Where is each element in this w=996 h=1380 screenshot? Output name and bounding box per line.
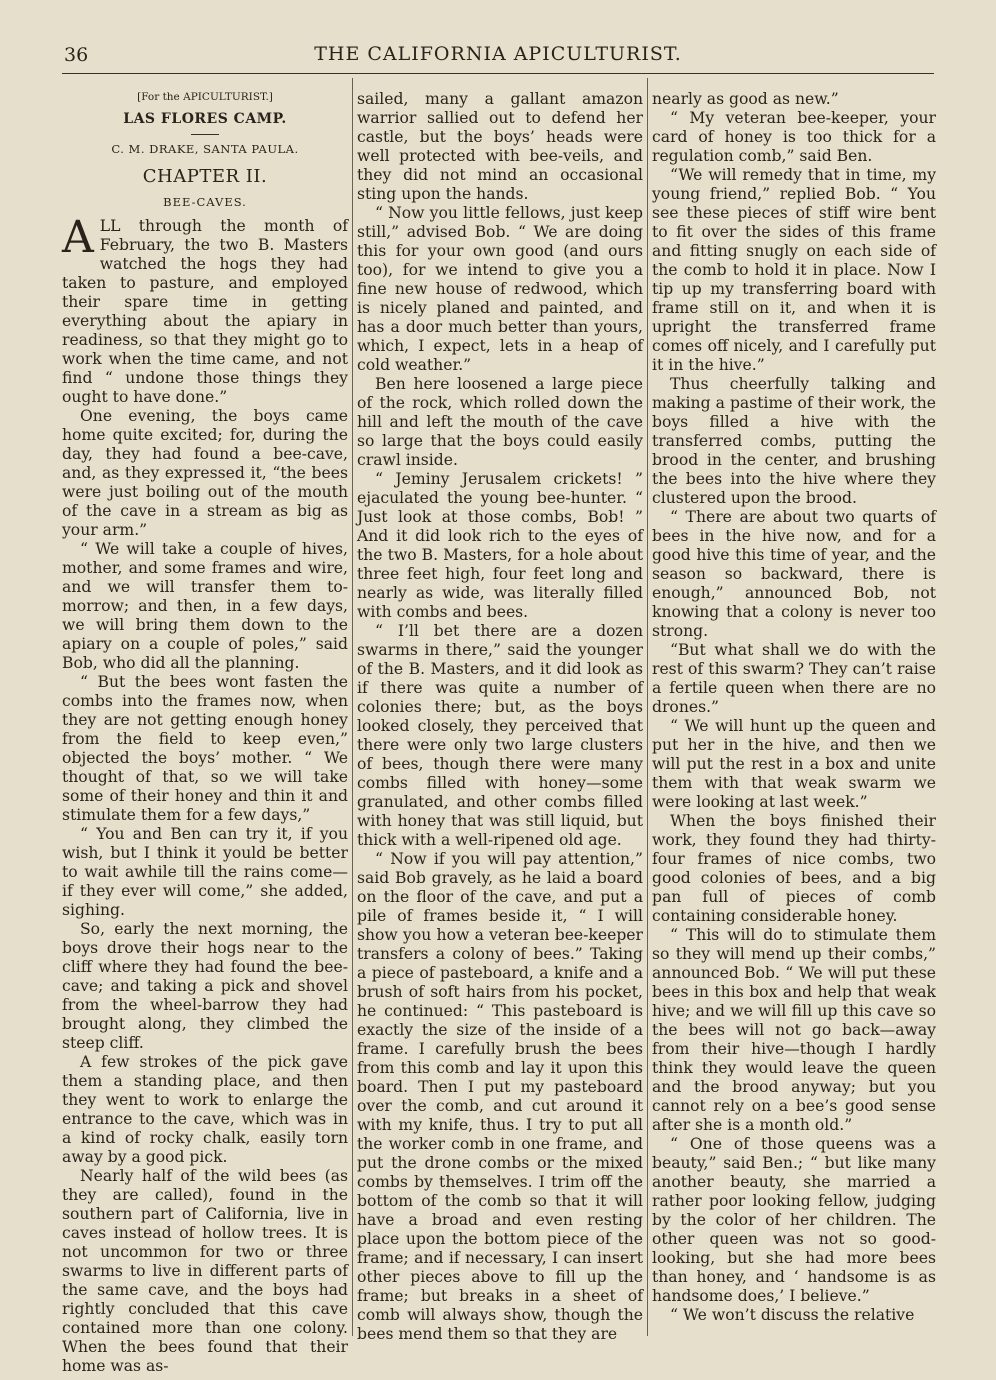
section-subheading: BEE-CAVES.: [163, 195, 247, 209]
continued-paragraph: sailed, many a gallant amazon warrior sallied out to defend her castle, but the boys’ heads were well protected with bee-veils, and they did not mind an occasional sting upon the hands.: [357, 90, 643, 203]
paragraph: One evening, the boys came home quite excited; for, during the day, they had found a bee-cave, and, as they expressed it, “the bees were just boiling out of the mouth of the cave in a stream as big as your arm.”: [62, 407, 348, 539]
column-3: [652, 90, 936, 1325]
article-title: LAS FLORES CAMP.: [123, 111, 287, 127]
drop-cap: A: [62, 212, 94, 263]
column-rule-left: [352, 78, 353, 1336]
paragraph: “ Now you little fellows, just keep still,” advised Bob. “ We are doing this for your own good (and ours too), for we intend to give you a fine new house of redwood, which is nicely planed and painted, and has a door much better than yours, which, I expect, lets in a heap of cold weather.”: [357, 204, 643, 374]
column-1: [62, 90, 348, 1376]
paragraph: “But what shall we do with the rest of this swarm? They can’t raise a fertile queen when there are no drones.”: [652, 641, 936, 716]
paragraph: “ There are about two quarts of bees in the hive now, and for a good hive this time of year, and the season so backward, there is enough,” announced Bob, not knowing that a colony is never too strong.: [652, 508, 936, 640]
attribution: [For the APICULTURIST.]: [137, 91, 273, 103]
paragraph: “ One of those queens was a beauty,” said Ben.; “ but like many another beauty, she married a rather poor looking fellow, judging by the color of her children. The other queen was not so good-looking, but she had more bees than honey, and ‘ handsome is as handsome does,’ I believe.”: [652, 1135, 936, 1305]
paragraph: “ Jeminy Jerusalem crickets! ” ejaculated the young bee-hunter. “ Just look at those combs, Bob! ” And it did look rich to the eyes of the two B. Masters, for a hole about three feet high, four feet long and nearly as wide, was literally filled with combs and bees.: [357, 470, 643, 621]
first-paragraph-text: LL through the month of February, the two B. Masters watched the hogs they had taken to pasture, and employed their spare time in getting everything about the apiary in readiness, so that they might go to work when the time came, and not find “ undone those things they ought to have done.”: [62, 217, 348, 406]
first-paragraph: [62, 212, 348, 407]
paragraph: “ My veteran bee-keeper, your card of honey is too thick for a regulation comb,” said Ben.: [652, 109, 936, 165]
title-rule: [191, 134, 219, 135]
paragraph: “ We will hunt up the queen and put her in the hive, and then we will put the rest in a box and unite them with that weak swarm we were looking at last week.”: [652, 717, 936, 811]
paragraph: A few strokes of the pick gave them a standing place, and then they went to work to enlarge the entrance to the cave, which was in a kind of rocky chalk, easily torn away by a good pick.: [62, 1053, 348, 1166]
paragraph: When the boys finished their work, they found they had thirty-four frames of nice combs, two good colonies of bees, and a big pan full of pieces of comb containing considerable honey.: [652, 812, 936, 925]
byline: C. M. DRAKE, SANTA PAULA.: [111, 142, 299, 156]
paragraph: “ We will take a couple of hives, mother, and some frames and wire, and we will transfer them to-morrow; and then, in a few days, we will bring them down to the apiary on a couple of poles,” said Bob, who did all the planning.: [62, 540, 348, 672]
page-number: 36: [64, 44, 89, 66]
running-head: THE CALIFORNIA APICULTURIST.: [314, 43, 682, 65]
paragraph: “We will remedy that in time, my young friend,” replied Bob. “ You see these pieces of stiff wire bent to fit over the sides of this frame and fitting snugly on each side of the comb to hold it in place. Now I tip up my transferring board with frame still on it, and when it is upright the transferred frame comes off nicely, and I carefully put it in the hive.”: [652, 166, 936, 374]
column-2: [357, 90, 643, 1344]
paragraph: “ This will do to stimulate them so they will mend up their combs,” announced Bob. “ We will put these bees in this box and help that weak hive; and we will fill up this cave so the bees will not go back—away from their hive—though I hardly think they would leave the queen and the brood anyway; but you cannot rely on a bee’s good sense after she is a month old.”: [652, 926, 936, 1134]
chapter-heading: CHAPTER II.: [142, 166, 268, 187]
paragraph: “ You and Ben can try it, if you wish, but I think it yould be better to wait awhile till the rains come—if they ever will come,” she added, sighing.: [62, 825, 348, 919]
paragraph: So, early the next morning, the boys drove their hogs near to the cliff where they had found the bee-cave; and taking a pick and shovel from the wheel-barrow they had brought along, they climbed the steep cliff.: [62, 920, 348, 1052]
paragraph: “ Now if you will pay attention,” said Bob gravely, as he laid a board on the floor of the cave, and put a pile of frames beside it, “ I will show you how a veteran bee-keeper transfers a colony of bees.” Taking a piece of pasteboard, a knife and a brush of soft hairs from his pocket, he continued: “ This pasteboard is exactly the size of the inside of a frame. I carefully brush the bees from this comb and lay it upon this board. Then I put my pasteboard over the comb, and cut around it with my knife, thus. I try to put all the worker comb in one frame, and put the drone combs or the mixed combs by themselves. I trim off the bottom of the comb so that it will have a broad and even resting place upon the bottom piece of the frame; and if necessary, I can insert other pieces above to fill up the frame; but breaks in a sheet of comb will always show, though the bees mend them so that they are: [357, 850, 643, 1343]
paragraph: Nearly half of the wild bees (as they are called), found in the southern part of California, live in caves instead of hollow trees. It is not uncommon for two or three swarms to live in different parts of the same cave, and the boys had rightly concluded that this cave contained more than one colony. When the bees found that their home was as-: [62, 1167, 348, 1375]
paragraph: Ben here loosened a large piece of the rock, which rolled down the hill and left the mouth of the cave so large that the boys could easily crawl inside.: [357, 375, 643, 469]
header-rule: [62, 73, 934, 74]
paragraph: Thus cheerfully talking and making a pastime of their work, the boys filled a hive with the transferred combs, putting the brood in the center, and brushing the bees into the hive where they clustered upon the brood.: [652, 375, 936, 507]
column-rule-right: [647, 78, 648, 1336]
paragraph: “ I’ll bet there are a dozen swarms in there,” said the younger of the B. Masters, and it did look as if there was quite a number of colonies there; but, as the boys looked closely, they perceived that there were only two large clusters of bees, though there were many combs filled with honey—some granulated, and other combs filled with honey that was still liquid, but thick with a well-ripened old age.: [357, 622, 643, 849]
paragraph: “ But the bees wont fasten the combs into the frames now, when they are not getting enough honey from the field to keep even,” objected the boys’ mother. “ We thought of that, so we will take some of their honey and thin it and stimulate them for a few days,”: [62, 673, 348, 824]
paragraph: “ We won’t discuss the relative: [670, 1306, 915, 1324]
continued-paragraph: nearly as good as new.”: [652, 90, 839, 108]
